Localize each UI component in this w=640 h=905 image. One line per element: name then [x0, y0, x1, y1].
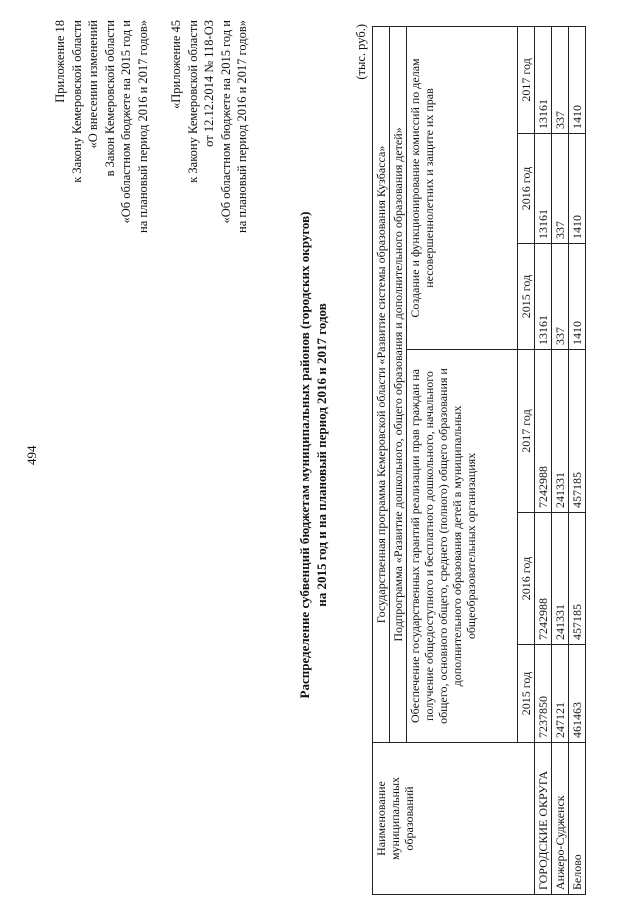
year-header: 2016 год	[518, 134, 535, 244]
cell-value: 457185	[569, 513, 586, 645]
annex-line: от 12.12.2014 № 118-ОЗ	[202, 20, 216, 147]
annex-line: «Об областном бюджете на 2015 год и	[218, 20, 233, 224]
annex-line: «О внесении изменений	[86, 20, 100, 149]
cell-value: 13161	[535, 134, 552, 244]
annex-line: на плановый период 2016 и 2017 годов»	[235, 20, 249, 233]
year-header: 2016 год	[518, 513, 535, 645]
row-name: Белово	[569, 743, 586, 895]
annex-line: «Приложение 45	[169, 20, 183, 109]
cell-value: 461463	[569, 645, 586, 743]
subsidy-table	[372, 26, 586, 895]
header-subprogram: Подпрограмма «Развитие дошкольного, общего образования и дополнительного образования детей»	[390, 26, 407, 742]
title-line-1: Распределение субвенций бюджетам муниципальных районов (городских округов)	[297, 211, 312, 699]
page-number: 494	[24, 445, 39, 465]
header-municipality: Наименование муниципальных образований	[373, 743, 535, 895]
cell-value: 1410	[569, 244, 586, 350]
annex-line: «Об областном бюджете на 2015 год и	[119, 20, 133, 224]
year-header: 2017 год	[518, 26, 535, 133]
annex-line: к Закону Кемеровской области	[185, 20, 200, 183]
header-measure-juvenile-commissions: Создание и функционирование комиссий по делам несовершеннолетних и защите их прав	[407, 26, 518, 349]
table-row	[569, 26, 586, 894]
annex-line: на плановый период 2016 и 2017 годов»	[135, 20, 150, 233]
header-measure-education-guarantees: Обеспечение государственных гарантий реализации прав граждан на получение общедоступного и бесплатного дошкольного, начального общего, основного общего, среднего (полного) общего образования и дополнительного образования детей в муниципальных общеобразовательных организациях	[407, 350, 518, 743]
cell-value: 7237850	[535, 645, 552, 743]
table-row	[552, 26, 569, 894]
row-name: Анжеро-Судженск	[552, 743, 569, 895]
cell-value: 337	[552, 26, 569, 133]
cell-value: 241331	[552, 350, 569, 513]
row-name: ГОРОДСКИЕ ОКРУГА	[535, 743, 552, 895]
annex-45-header	[168, 20, 251, 233]
year-header: 2015 год	[518, 244, 535, 350]
cell-value: 7242988	[535, 513, 552, 645]
annex-line: к Закону Кемеровской области	[69, 20, 84, 183]
cell-value: 13161	[535, 244, 552, 350]
annex-18-header	[52, 20, 151, 233]
cell-value: 247121	[552, 645, 569, 743]
cell-value: 337	[552, 244, 569, 350]
cell-value: 1410	[569, 26, 586, 133]
year-header: 2015 год	[518, 645, 535, 743]
table-row	[535, 26, 552, 894]
cell-value: 13161	[535, 26, 552, 133]
header-program: Государственная программа Кемеровской области «Развитие системы образования Кузбасса»	[373, 26, 390, 742]
title-line-2: на 2015 год и на плановый период 2016 и 2017 годов	[314, 303, 329, 607]
year-header: 2017 год	[518, 350, 535, 513]
unit-label: (тыс. руб.)	[354, 24, 368, 80]
cell-value: 241331	[552, 513, 569, 645]
cell-value: 1410	[569, 134, 586, 244]
cell-value: 337	[552, 134, 569, 244]
annex-line: в Закон Кемеровской области	[102, 20, 117, 177]
document-title	[296, 155, 330, 755]
annex-line: Приложение 18	[53, 20, 67, 103]
cell-value: 457185	[569, 350, 586, 513]
cell-value: 7242988	[535, 350, 552, 513]
